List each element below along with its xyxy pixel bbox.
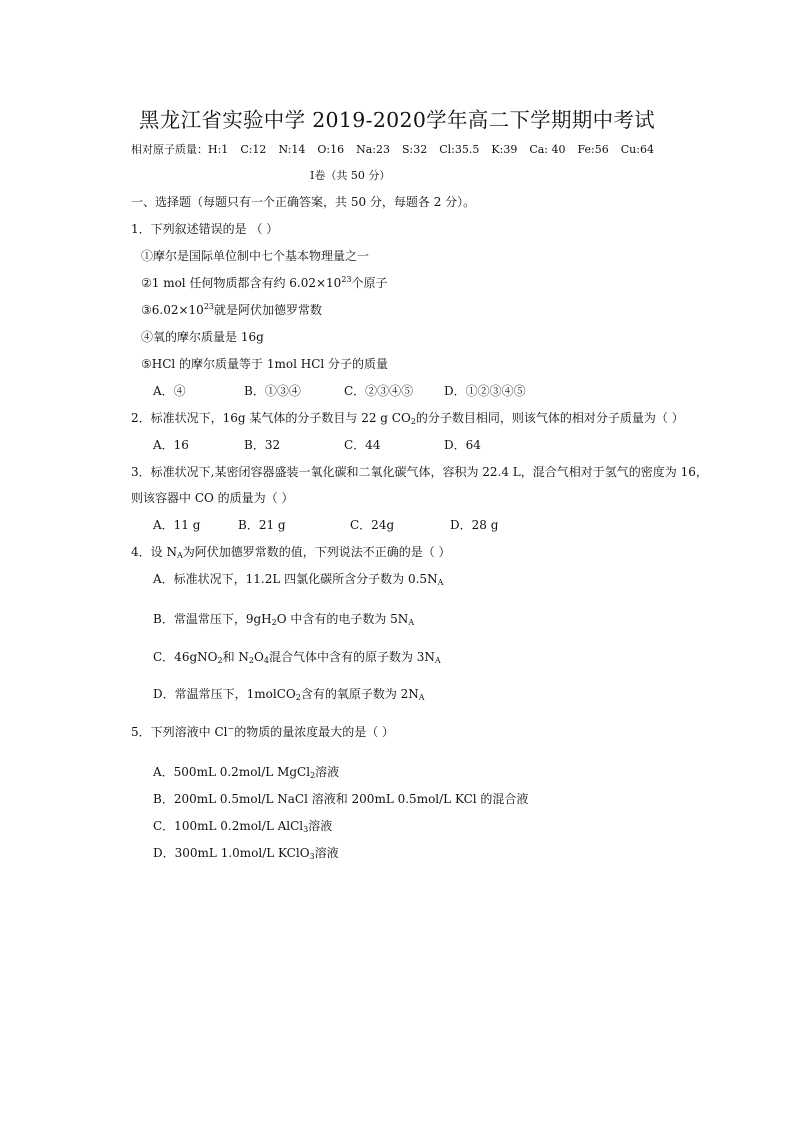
text: A．500mL 0.2mol/L MgCl	[153, 765, 311, 779]
subscript: 2	[217, 656, 223, 665]
text: C．100mL 0.2mol/L AlCl	[153, 819, 304, 833]
text: 为阿伏加德罗常数的值，下列说法不正确的是（ ）	[182, 545, 451, 559]
atomic-mass-item: O:16	[317, 143, 345, 156]
q5-option-c	[153, 818, 332, 834]
q2-option-a: A．16	[153, 438, 189, 452]
text: 和 N	[222, 650, 249, 664]
subscript: A	[176, 551, 183, 560]
text: 溶液	[315, 765, 340, 779]
atomic-mass-item: K:39	[491, 143, 518, 156]
atomic-mass-item: Na:23	[356, 143, 390, 156]
q2-options	[0, 437, 794, 453]
q1-statement-2	[141, 275, 388, 291]
section-heading: 一、选择题（每题只有一个正确答案，共 50 分，每题各 2 分）。	[131, 195, 476, 209]
text: ③6.02×10	[141, 303, 204, 317]
subscript: 2	[410, 417, 416, 426]
q2-option-d: D．64	[444, 438, 481, 452]
subscript: 2	[248, 656, 254, 665]
q3-option-a: A．11 g	[153, 518, 201, 532]
q1-option-a: A．④	[153, 384, 186, 398]
q1-option-b: B．①③④	[244, 384, 301, 398]
text: 就是阿伏加德罗常数	[214, 303, 323, 317]
text: 4．设 N	[131, 545, 177, 559]
superscript: 23	[203, 302, 214, 311]
q2-option-c: C．44	[344, 438, 381, 452]
text: 混合气体中含有的原子数为 3N	[268, 650, 435, 664]
atomic-mass-item: N:14	[278, 143, 306, 156]
text: 的分子数目相同，则该气体的相对分子质量为（ ）	[415, 411, 684, 425]
text: D．常温常压下，1molCO	[153, 687, 296, 701]
superscript: 23	[341, 275, 352, 284]
atomic-mass-item: H:1	[208, 143, 229, 156]
q4-option-c	[153, 649, 441, 665]
atomic-mass-item: Ca: 40	[529, 143, 566, 156]
subscript: A	[418, 693, 425, 702]
subscript: A	[408, 618, 415, 627]
q2-stem	[131, 410, 684, 426]
text: O	[254, 650, 264, 664]
text: 5．下列溶液中 Cl	[131, 725, 228, 739]
atomic-mass-line	[131, 142, 654, 158]
volume-label: I卷（共 50 分）	[310, 169, 391, 182]
q3-option-d: D．28 g	[450, 518, 499, 532]
atomic-mass-label: 相对原子质量：	[131, 143, 208, 156]
text: B．常温常压下，9gH	[153, 612, 272, 626]
text: A．标准状况下，11.2L 四氯化碳所含分子数为 0.5N	[153, 572, 438, 586]
q1-statement-5: ⑤HCl 的摩尔质量等于 1mol HCl 分子的质量	[141, 357, 389, 371]
q3-stem-line-1: 3．标准状况下,某密闭容器盛装一氧化碳和二氧化碳气体，容积为 22.4 L，混合气相对于氢气的密度为 16，	[131, 465, 708, 479]
text: 含有的氧原子数为 2N	[300, 687, 419, 701]
subscript: 3	[303, 825, 309, 834]
atomic-mass-item: C:12	[240, 143, 267, 156]
q4-option-a	[153, 571, 443, 587]
q1-statement-1: ①摩尔是国际单位制中七个基本物理量之一	[141, 249, 370, 263]
q5-option-d	[153, 845, 339, 861]
subscript: 4	[263, 656, 269, 665]
subscript: A	[437, 578, 444, 587]
text: 个原子	[351, 276, 388, 290]
atomic-mass-item: S:32	[402, 143, 428, 156]
q1-statement-4: ④氧的摩尔质量是 16g	[141, 330, 264, 344]
text: 溶液	[308, 819, 333, 833]
q1-statement-3	[141, 302, 322, 318]
subscript: 2	[271, 618, 277, 627]
superscript: −	[227, 724, 235, 733]
text: ②1 mol 任何物质都含有约 6.02×10	[141, 276, 342, 290]
q5-option-b: B．200mL 0.5mol/L NaCl 溶液和 200mL 0.5mol/L KCl 的混合液	[153, 792, 529, 806]
text: O 中含有的电子数为 5N	[276, 612, 409, 626]
q4-stem	[131, 544, 451, 560]
q1-option-d: D．①②③④⑤	[444, 384, 526, 398]
subscript: A	[434, 656, 441, 665]
subscript: 3	[309, 852, 315, 861]
q5-stem	[131, 724, 394, 740]
exam-title: 黑龙江省实验中学 2019-2020学年高二下学期期中考试	[139, 108, 655, 132]
q1-options	[0, 383, 794, 399]
q2-option-b: B．32	[244, 438, 281, 452]
q3-options	[0, 517, 794, 533]
atomic-mass-item: Cu:64	[620, 143, 654, 156]
q1-option-c: C．②③④⑤	[344, 384, 414, 398]
q3-stem-line-2: 则该容器中 CO 的质量为（ ）	[131, 491, 294, 505]
subscript: 2	[295, 693, 301, 702]
q3-option-b: B．21 g	[238, 518, 286, 532]
q4-option-d	[153, 686, 425, 702]
text: D．300mL 1.0mol/L KClO	[153, 846, 310, 860]
q3-option-c: C．24g	[350, 518, 395, 532]
atomic-mass-item: Cl:35.5	[439, 143, 480, 156]
text: C．46gNO	[153, 650, 218, 664]
text: 的物质的量浓度最大的是（ ）	[234, 725, 395, 739]
atomic-mass-item: Fe:56	[577, 143, 609, 156]
q4-option-b	[153, 611, 414, 627]
text: 溶液	[314, 846, 339, 860]
text: 2．标准状况下，16g 某气体的分子数目与 22 g CO	[131, 411, 411, 425]
q1-stem: 1．下列叙述错误的是 （ ）	[131, 222, 279, 236]
subscript: 2	[310, 771, 316, 780]
q5-option-a	[153, 764, 339, 780]
